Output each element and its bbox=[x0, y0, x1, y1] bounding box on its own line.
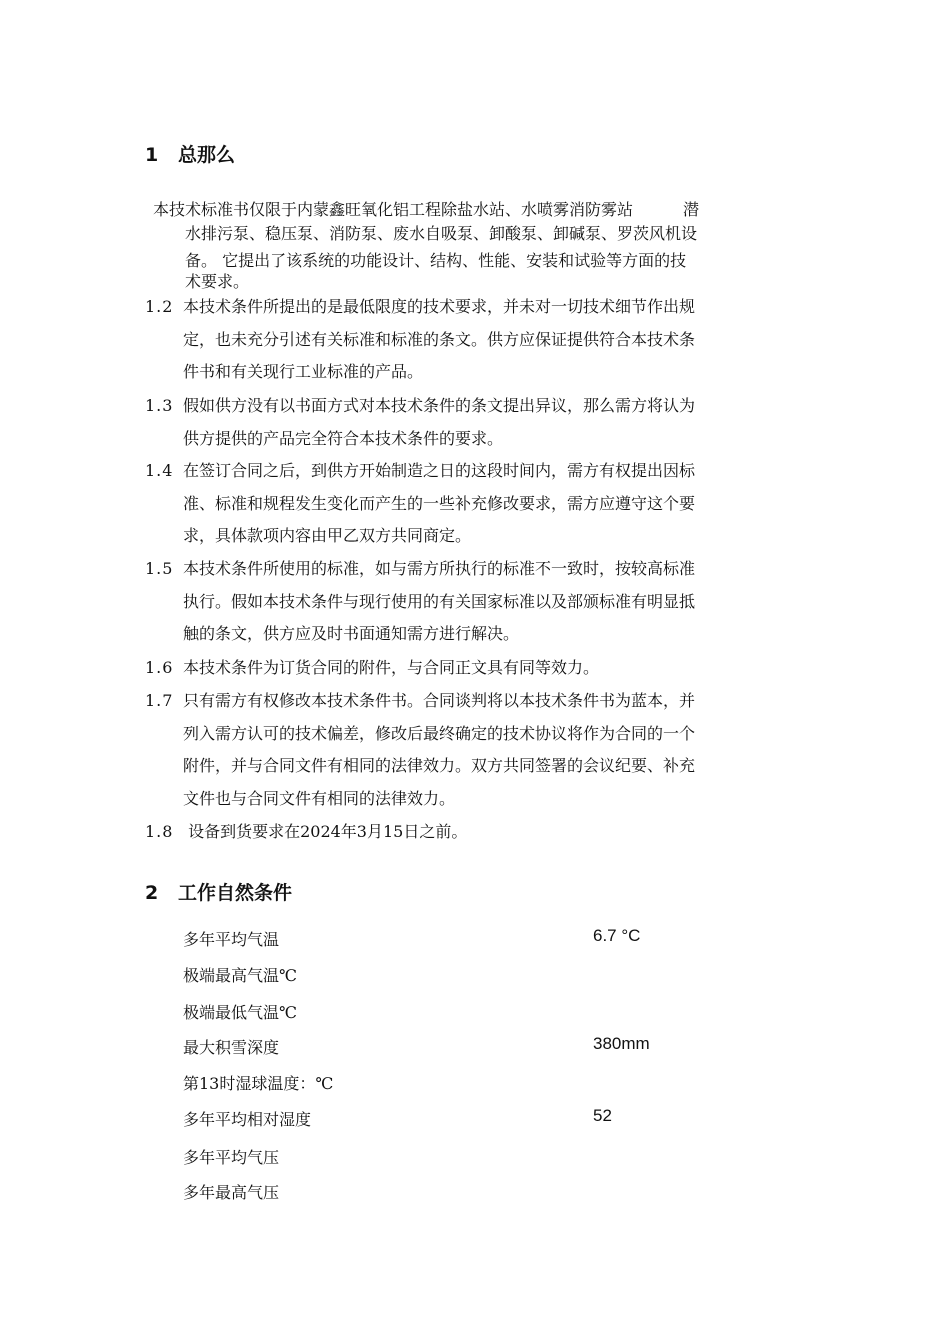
text-line: 求，具体款项内容由甲乙双方共同商定。 bbox=[183, 526, 472, 545]
section-number: 1 bbox=[145, 144, 159, 166]
clause-number: 1.4 bbox=[145, 461, 174, 480]
condition-label: 多年平均气压 bbox=[183, 1148, 280, 1167]
text-line: 假如供方没有以书面方式对本技术条件的条文提出异议，那么需方将认为 bbox=[183, 396, 696, 415]
clause-1-7 bbox=[145, 685, 809, 815]
text-line: 本技术标准书仅限于内蒙鑫旺氧化铝工程除盐水站、水喷雾消防雾站 潜 bbox=[153, 200, 700, 219]
text-line: 术要求。 bbox=[185, 272, 250, 291]
condition-value: 6.7 °C bbox=[593, 926, 641, 945]
clause-1-6 bbox=[145, 652, 809, 685]
condition-label: 多年平均相对湿度 bbox=[183, 1110, 312, 1129]
clause-number: 1.3 bbox=[145, 396, 174, 415]
text-line: 本技术条件为订货合同的附件，与合同正文具有同等效力。 bbox=[183, 658, 600, 677]
section-title: 总那么 bbox=[178, 144, 236, 166]
section-number: 2 bbox=[145, 882, 159, 904]
text-line: 件书和有关现行工业标准的产品。 bbox=[183, 362, 424, 381]
text-line: 只有需方有权修改本技术条件书。合同谈判将以本技术条件书为蓝本，并 bbox=[183, 691, 696, 710]
text-line: 本技术条件所使用的标准，如与需方所执行的标准不一致时，按较高标准 bbox=[183, 559, 696, 578]
clause-1-2 bbox=[145, 291, 809, 389]
section-1-heading bbox=[145, 140, 235, 167]
condition-value: 52 bbox=[593, 1106, 612, 1125]
text-line: 附件，并与合同文件有相同的法律效力。双方共同签署的会议纪要、补充 bbox=[183, 756, 696, 775]
clause-1-8 bbox=[145, 816, 809, 849]
condition-label: 多年平均气温 bbox=[183, 930, 280, 949]
condition-label: 第13时湿球温度：℃ bbox=[183, 1074, 334, 1093]
condition-label: 最大积雪深度 bbox=[183, 1038, 280, 1057]
text-line: 本技术条件所提出的是最低限度的技术要求，并未对一切技术细节作出规 bbox=[183, 297, 696, 316]
clause-number: 1.7 bbox=[145, 691, 174, 710]
section-title: 工作自然条件 bbox=[178, 882, 293, 904]
intro-paragraph bbox=[153, 198, 813, 291]
clause-number: 1.8 bbox=[145, 822, 174, 841]
text-line: 在签订合同之后，到供方开始制造之日的这段时间内，需方有权提出因标 bbox=[183, 461, 696, 480]
text-line: 水排污泵、稳压泵、消防泵、废水自吸泵、卸酸泵、卸碱泵、罗茨风机设 bbox=[185, 224, 698, 243]
clause-1-5 bbox=[145, 553, 809, 651]
clause-1-4 bbox=[145, 455, 809, 553]
text-line: 列入需方认可的技术偏差，修改后最终确定的技术协议将作为合同的一个 bbox=[183, 723, 696, 743]
text-line: 触的条文，供方应及时书面通知需方进行解决。 bbox=[183, 624, 520, 643]
clause-number: 1.6 bbox=[145, 658, 174, 677]
text-line: 执行。假如本技术条件与现行使用的有关国家标准以及部颁标准有明显抵 bbox=[183, 591, 696, 611]
condition-value: 380mm bbox=[593, 1034, 650, 1053]
text-line: 备。 它提出了该系统的功能设计、结构、性能、安装和试验等方面的技 bbox=[185, 251, 687, 270]
clause-number: 1.2 bbox=[145, 297, 174, 316]
condition-label: 极端最低气温℃ bbox=[183, 1003, 297, 1022]
text-line: 设备到货要求在2024年3月15日之前。 bbox=[183, 822, 468, 841]
section-2-heading bbox=[145, 878, 292, 905]
text-line: 准、标准和规程发生变化而产生的一些补充修改要求，需方应遵守这个要 bbox=[183, 493, 696, 513]
text-line: 文件也与合同文件有相同的法律效力。 bbox=[183, 788, 456, 808]
clause-number: 1.5 bbox=[145, 559, 174, 578]
condition-label: 极端最高气温℃ bbox=[183, 966, 297, 985]
text-line: 供方提供的产品完全符合本技术条件的要求。 bbox=[183, 428, 504, 448]
condition-label: 多年最高气压 bbox=[183, 1183, 280, 1202]
clause-1-3 bbox=[145, 390, 809, 455]
text-line: 定，也未充分引述有关标准和标准的条文。供方应保证提供符合本技术条 bbox=[183, 329, 696, 349]
